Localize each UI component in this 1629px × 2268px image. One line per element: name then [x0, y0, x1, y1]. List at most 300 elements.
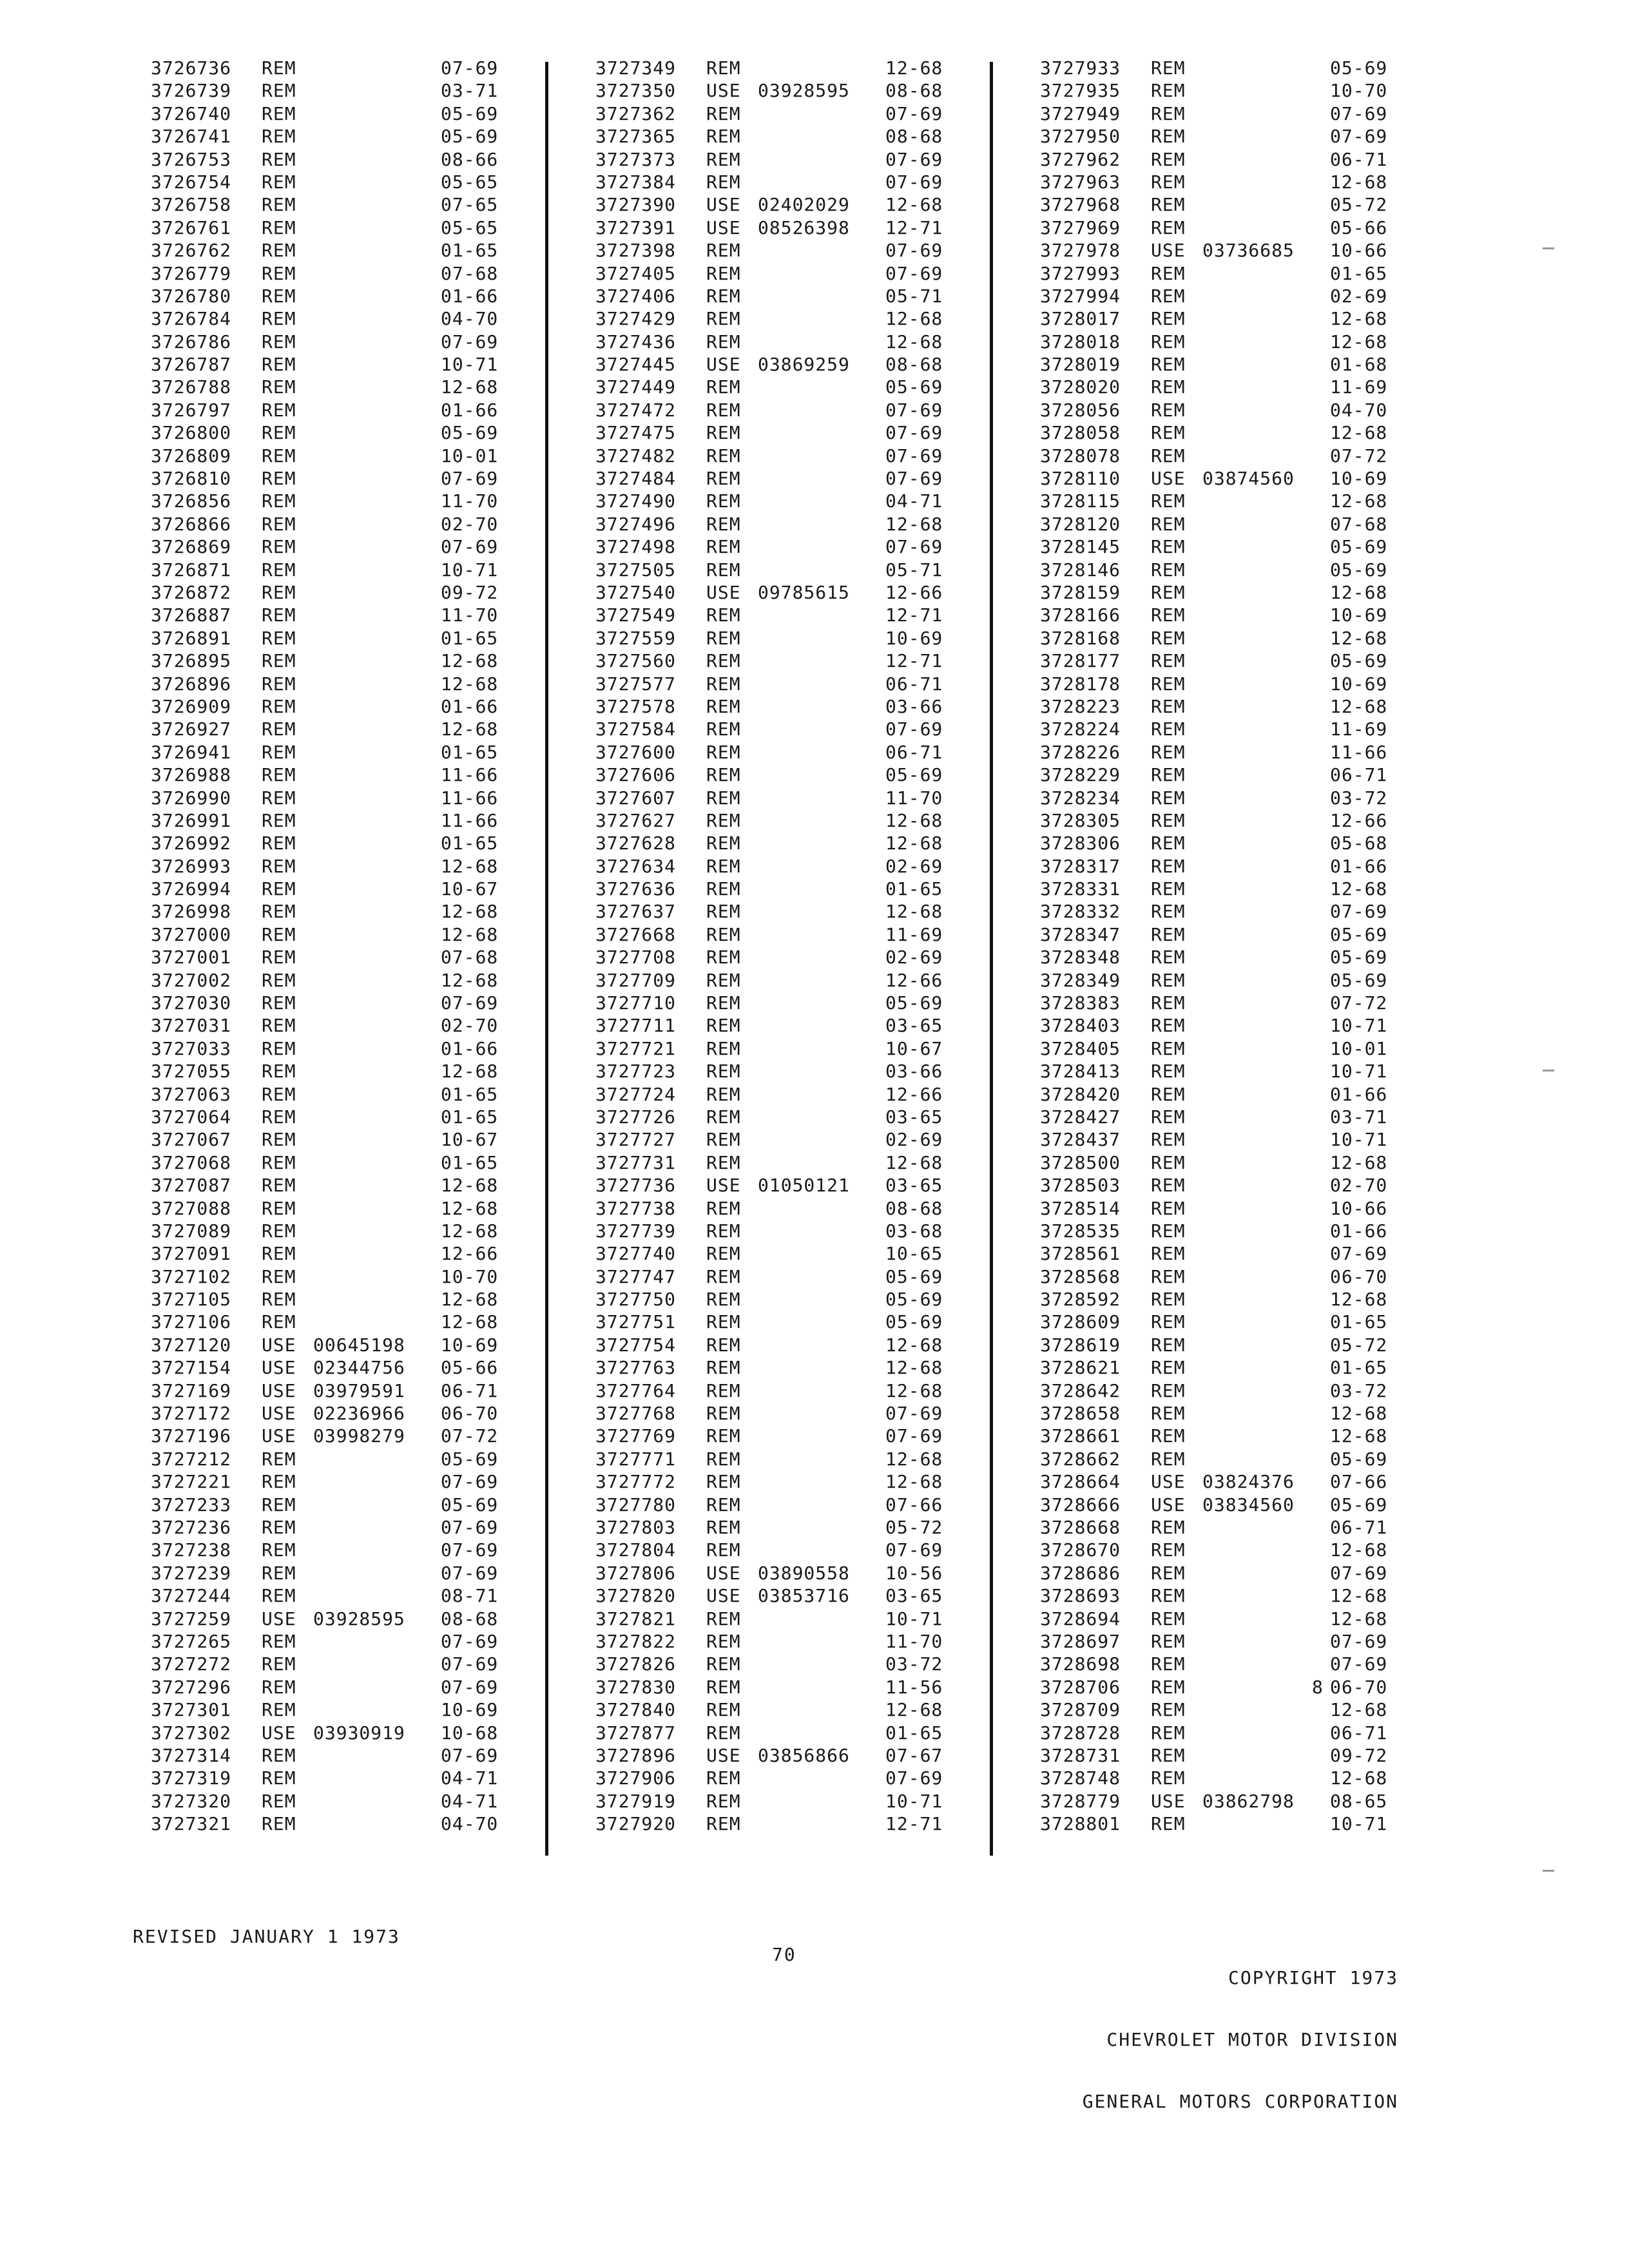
margin-mark [1543, 247, 1554, 249]
part-number: 3727920 [595, 1813, 677, 1835]
part-number: 3726761 [151, 216, 232, 238]
part-number: 3728383 [1040, 992, 1121, 1014]
effective-date: 01-65 [441, 832, 499, 854]
part-number: 3727436 [595, 331, 677, 352]
table-row [1040, 1288, 1414, 1311]
part-number: 3728503 [1040, 1175, 1121, 1196]
table-row [151, 57, 525, 79]
action-code: USE [706, 354, 741, 376]
effective-date: 12-68 [1330, 1585, 1388, 1607]
part-number: 3727736 [595, 1175, 677, 1196]
table-row [151, 216, 525, 239]
part-number: 3727000 [151, 923, 232, 945]
effective-date: 12-68 [1330, 878, 1388, 900]
part-number: 3727169 [151, 1379, 232, 1401]
replacement-number: 03824376 [1202, 1471, 1295, 1493]
table-row [595, 376, 969, 398]
part-number: 3727739 [595, 1220, 677, 1242]
effective-date: 12-71 [885, 604, 943, 626]
action-code: REM [1151, 262, 1186, 284]
effective-date: 08-66 [441, 148, 499, 170]
action-code: USE [262, 1425, 296, 1447]
part-number: 3728317 [1040, 855, 1121, 877]
effective-date: 12-71 [885, 216, 943, 238]
part-number: 3728224 [1040, 718, 1121, 740]
action-code: REM [262, 1448, 296, 1470]
table-row [151, 627, 525, 649]
part-number: 3727088 [151, 1197, 232, 1219]
part-number: 3726809 [151, 445, 232, 466]
effective-date: 10-71 [1330, 1813, 1388, 1835]
effective-date: 06-71 [1330, 148, 1388, 170]
effective-date: 05-69 [885, 376, 943, 398]
part-number: 3727484 [595, 468, 677, 490]
action-code: REM [1151, 695, 1186, 717]
action-code: REM [1151, 1151, 1186, 1173]
table-row [595, 535, 969, 558]
part-number: 3727769 [595, 1425, 677, 1447]
effective-date: 12-68 [885, 513, 943, 535]
action-code: REM [706, 1334, 741, 1356]
action-code: REM [1151, 1630, 1186, 1652]
action-code: USE [706, 80, 741, 102]
table-row [1040, 467, 1414, 490]
action-code: USE [262, 1357, 296, 1379]
part-number: 3726856 [151, 490, 232, 512]
effective-date: 12-68 [1330, 308, 1388, 330]
part-number: 3726990 [151, 787, 232, 809]
copyright-line: COPYRIGHT 1973 [1228, 1967, 1398, 1988]
action-code: REM [262, 969, 296, 991]
effective-date: 12-66 [885, 969, 943, 991]
action-code: REM [706, 1311, 741, 1333]
part-number: 3727950 [1040, 126, 1121, 148]
table-row [1040, 1242, 1414, 1265]
effective-date: 10-01 [441, 445, 499, 466]
part-number: 3728658 [1040, 1403, 1121, 1425]
effective-date: 05-66 [441, 1357, 499, 1379]
part-number: 3726993 [151, 855, 232, 877]
table-row [1040, 832, 1414, 854]
margin-mark [1543, 1070, 1554, 1072]
action-code: REM [706, 1630, 741, 1652]
action-code: USE [262, 1403, 296, 1425]
effective-date: 05-69 [1330, 1494, 1388, 1515]
part-number: 3728619 [1040, 1334, 1121, 1356]
action-code: REM [1151, 604, 1186, 626]
table-row [151, 1494, 525, 1516]
effective-date: 02-70 [1330, 1175, 1388, 1196]
action-code: REM [262, 1289, 296, 1311]
table-row [1040, 1151, 1414, 1174]
action-code: REM [706, 1243, 741, 1265]
table-row [151, 1470, 525, 1493]
action-code: REM [262, 604, 296, 626]
part-number: 3728427 [1040, 1106, 1121, 1128]
action-code: REM [706, 855, 741, 877]
part-number: 3728500 [1040, 1151, 1121, 1173]
effective-date: 12-68 [441, 1311, 499, 1333]
action-code: USE [706, 216, 741, 238]
table-row [151, 809, 525, 832]
action-code: REM [262, 490, 296, 512]
part-number: 3728621 [1040, 1357, 1121, 1379]
part-number: 3728019 [1040, 354, 1121, 376]
action-code: REM [1151, 581, 1186, 603]
table-row [151, 125, 525, 148]
table-row [151, 1608, 525, 1630]
action-code: REM [1151, 627, 1186, 649]
part-number: 3727710 [595, 992, 677, 1014]
action-code: REM [1151, 1744, 1186, 1766]
action-code: REM [262, 57, 296, 79]
effective-date: 06-70 [1330, 1265, 1388, 1287]
action-code: REM [706, 1061, 741, 1082]
action-code: REM [706, 673, 741, 695]
table-row [1040, 1790, 1414, 1812]
part-number: 3727314 [151, 1744, 232, 1766]
table-row [595, 1425, 969, 1447]
effective-date: 03-65 [885, 1175, 943, 1196]
table-row [1040, 1448, 1414, 1470]
table-row [1040, 627, 1414, 649]
part-number: 3727968 [1040, 194, 1121, 216]
table-row [1040, 673, 1414, 695]
part-number: 3727820 [595, 1585, 677, 1607]
table-row [151, 1151, 525, 1174]
part-number: 3727063 [151, 1083, 232, 1105]
action-code: REM [262, 1197, 296, 1219]
part-number: 3727496 [595, 513, 677, 535]
part-number: 3728668 [1040, 1517, 1121, 1538]
table-row [1040, 1402, 1414, 1425]
part-number: 3727154 [151, 1357, 232, 1379]
part-number: 3727350 [595, 80, 677, 102]
replacement-number: 03979591 [313, 1379, 405, 1401]
part-number: 3728146 [1040, 559, 1121, 581]
table-row [1040, 79, 1414, 102]
part-number: 3727969 [1040, 216, 1121, 238]
effective-date: 06-71 [1330, 1722, 1388, 1744]
table-row [151, 649, 525, 672]
part-number: 3727780 [595, 1494, 677, 1515]
table-row [1040, 1653, 1414, 1675]
action-code: REM [1151, 947, 1186, 968]
table-row [595, 239, 969, 262]
action-code: REM [262, 901, 296, 923]
part-number: 3727634 [595, 855, 677, 877]
part-number: 3727102 [151, 1265, 232, 1287]
action-code: REM [1151, 923, 1186, 945]
table-row [1040, 376, 1414, 398]
action-code: REM [262, 581, 296, 603]
table-row [595, 421, 969, 444]
table-row [595, 1722, 969, 1744]
effective-date: 10-71 [441, 559, 499, 581]
part-number: 3727498 [595, 536, 677, 558]
part-number: 3728349 [1040, 969, 1121, 991]
table-row [151, 1014, 525, 1037]
action-code: REM [1151, 1562, 1186, 1584]
page-number: 70 [772, 1944, 796, 1965]
table-row [595, 878, 969, 900]
action-code: USE [1151, 240, 1186, 262]
part-number: 3727628 [595, 832, 677, 854]
part-number: 3726800 [151, 422, 232, 444]
effective-date: 04-70 [441, 308, 499, 330]
table-row [151, 1630, 525, 1653]
part-number: 3727259 [151, 1608, 232, 1629]
effective-date: 10-69 [885, 627, 943, 649]
part-number: 3728017 [1040, 308, 1121, 330]
effective-date: 03-72 [885, 1653, 943, 1675]
effective-date: 07-69 [885, 1539, 943, 1561]
table-row [595, 809, 969, 832]
part-number: 3727105 [151, 1289, 232, 1311]
part-number: 3728561 [1040, 1243, 1121, 1265]
table-row [151, 1425, 525, 1447]
action-code: REM [1151, 194, 1186, 216]
table-row [151, 741, 525, 764]
action-code: REM [262, 445, 296, 466]
effective-date: 07-65 [441, 194, 499, 216]
action-code: REM [262, 695, 296, 717]
table-row [595, 604, 969, 626]
action-code: REM [706, 559, 741, 581]
effective-date: 07-69 [885, 445, 943, 466]
table-row [1040, 193, 1414, 216]
effective-date: 02-69 [1330, 285, 1388, 307]
part-number: 3728728 [1040, 1722, 1121, 1744]
table-row [1040, 307, 1414, 330]
part-number: 3727606 [595, 764, 677, 786]
effective-date: 01-65 [885, 878, 943, 900]
action-code: REM [1151, 1585, 1186, 1607]
action-code: REM [1151, 1129, 1186, 1151]
table-row [1040, 1128, 1414, 1151]
effective-date: 10-69 [1330, 604, 1388, 626]
part-number: 3728305 [1040, 809, 1121, 831]
replacement-number: 08526398 [758, 216, 850, 238]
part-number: 3728405 [1040, 1037, 1121, 1059]
action-code: REM [1151, 1265, 1186, 1287]
action-code: REM [706, 126, 741, 148]
effective-date: 03-72 [1330, 1379, 1388, 1401]
table-row [595, 969, 969, 992]
effective-date: 07-69 [885, 468, 943, 490]
table-row [151, 1653, 525, 1675]
table-row [1040, 1311, 1414, 1333]
replacement-number: 8 [1312, 1676, 1324, 1698]
table-row [151, 1128, 525, 1151]
action-code: REM [262, 992, 296, 1014]
table-row [1040, 923, 1414, 946]
effective-date: 07-69 [885, 171, 943, 193]
effective-date: 12-68 [1330, 1151, 1388, 1173]
part-number: 3727398 [595, 240, 677, 262]
part-number: 3727120 [151, 1334, 232, 1356]
effective-date: 11-70 [885, 787, 943, 809]
part-number: 3728168 [1040, 627, 1121, 649]
part-number: 3728234 [1040, 787, 1121, 809]
table-row [595, 1037, 969, 1060]
action-code: REM [262, 764, 296, 786]
part-number: 3727321 [151, 1813, 232, 1835]
action-code: REM [262, 536, 296, 558]
table-row [1040, 604, 1414, 626]
action-code: REM [1151, 741, 1186, 763]
action-code: REM [706, 1517, 741, 1538]
effective-date: 12-68 [441, 673, 499, 695]
table-row [1040, 1812, 1414, 1835]
part-number: 3727089 [151, 1220, 232, 1242]
action-code: REM [1151, 376, 1186, 398]
table-row [595, 1812, 969, 1835]
part-number: 3727244 [151, 1585, 232, 1607]
part-number: 3727001 [151, 947, 232, 968]
action-code: REM [706, 832, 741, 854]
part-number: 3727721 [595, 1037, 677, 1059]
effective-date: 07-72 [1330, 992, 1388, 1014]
effective-date: 12-66 [1330, 809, 1388, 831]
table-row [151, 399, 525, 421]
action-code: REM [1151, 1767, 1186, 1789]
table-row [151, 581, 525, 604]
table-row [595, 992, 969, 1014]
action-code: REM [706, 1494, 741, 1515]
action-code: REM [706, 741, 741, 763]
table-row [595, 193, 969, 216]
action-code: REM [706, 1379, 741, 1401]
part-number: 3726871 [151, 559, 232, 581]
effective-date: 01-65 [1330, 1357, 1388, 1379]
part-number: 3726754 [151, 171, 232, 193]
replacement-number: 02344756 [313, 1357, 405, 1379]
part-number: 3728058 [1040, 422, 1121, 444]
table-row [1040, 102, 1414, 125]
action-code: REM [262, 80, 296, 102]
action-code: REM [1151, 1357, 1186, 1379]
action-code: REM [1151, 1106, 1186, 1128]
action-code: REM [1151, 901, 1186, 923]
part-number: 3727301 [151, 1699, 232, 1721]
effective-date: 06-70 [1330, 1676, 1388, 1698]
column-divider [990, 62, 993, 1856]
part-number: 3728609 [1040, 1311, 1121, 1333]
part-number: 3727840 [595, 1699, 677, 1721]
table-row [595, 1220, 969, 1242]
effective-date: 07-69 [441, 1471, 499, 1493]
part-number: 3728348 [1040, 947, 1121, 968]
action-code: REM [706, 490, 741, 512]
action-code: REM [706, 1083, 741, 1105]
action-code: REM [1151, 718, 1186, 740]
action-code: REM [1151, 1175, 1186, 1196]
action-code: REM [1151, 285, 1186, 307]
action-code: REM [1151, 855, 1186, 877]
part-number: 3727087 [151, 1175, 232, 1196]
effective-date: 07-69 [1330, 102, 1388, 124]
part-number: 3727935 [1040, 80, 1121, 102]
table-row [1040, 878, 1414, 900]
effective-date: 05-69 [885, 1289, 943, 1311]
effective-date: 12-68 [885, 1334, 943, 1356]
table-row [151, 673, 525, 695]
effective-date: 05-69 [1330, 57, 1388, 79]
effective-date: 12-68 [1330, 627, 1388, 649]
part-number: 3728437 [1040, 1129, 1121, 1151]
action-code: REM [1151, 1379, 1186, 1401]
part-number: 3727826 [595, 1653, 677, 1675]
effective-date: 03-65 [885, 1106, 943, 1128]
table-row [151, 1539, 525, 1561]
effective-date: 08-68 [885, 354, 943, 376]
table-row [151, 878, 525, 900]
table-row [595, 1790, 969, 1812]
table-row [151, 695, 525, 718]
table-row [595, 718, 969, 740]
part-number: 3728178 [1040, 673, 1121, 695]
table-row [1040, 1379, 1414, 1402]
effective-date: 12-68 [441, 923, 499, 945]
table-row [595, 1197, 969, 1220]
part-number: 3727030 [151, 992, 232, 1014]
table-row [1040, 445, 1414, 467]
table-row [595, 331, 969, 353]
part-number: 3727212 [151, 1448, 232, 1470]
effective-date: 12-68 [441, 969, 499, 991]
part-number: 3727637 [595, 901, 677, 923]
part-number: 3728166 [1040, 604, 1121, 626]
effective-date: 01-66 [1330, 1083, 1388, 1105]
effective-date: 07-69 [885, 399, 943, 421]
action-code: REM [262, 923, 296, 945]
table-row [595, 1630, 969, 1653]
effective-date: 01-65 [441, 1106, 499, 1128]
part-number: 3726991 [151, 809, 232, 831]
effective-date: 12-68 [441, 376, 499, 398]
effective-date: 05-69 [441, 422, 499, 444]
action-code: REM [262, 787, 296, 809]
effective-date: 12-68 [1330, 581, 1388, 603]
table-row [595, 1653, 969, 1675]
action-code: REM [1151, 57, 1186, 79]
table-row [151, 421, 525, 444]
part-number: 3727740 [595, 1243, 677, 1265]
table-row [151, 1584, 525, 1607]
effective-date: 01-66 [441, 695, 499, 717]
effective-date: 07-67 [885, 1744, 943, 1766]
part-number: 3728120 [1040, 513, 1121, 535]
action-code: REM [706, 468, 741, 490]
action-code: REM [262, 878, 296, 900]
table-row [595, 171, 969, 193]
action-code: REM [1151, 1813, 1186, 1835]
action-code: REM [706, 969, 741, 991]
action-code: REM [706, 1106, 741, 1128]
part-number: 3728661 [1040, 1425, 1121, 1447]
action-code: REM [262, 673, 296, 695]
part-number: 3727239 [151, 1562, 232, 1584]
action-code: REM [1151, 559, 1186, 581]
effective-date: 12-68 [441, 901, 499, 923]
effective-date: 08-68 [885, 1197, 943, 1219]
action-code: USE [706, 1744, 741, 1766]
action-code: REM [706, 399, 741, 421]
effective-date: 08-71 [441, 1585, 499, 1607]
effective-date: 01-65 [441, 1151, 499, 1173]
part-number: 3727906 [595, 1767, 677, 1789]
